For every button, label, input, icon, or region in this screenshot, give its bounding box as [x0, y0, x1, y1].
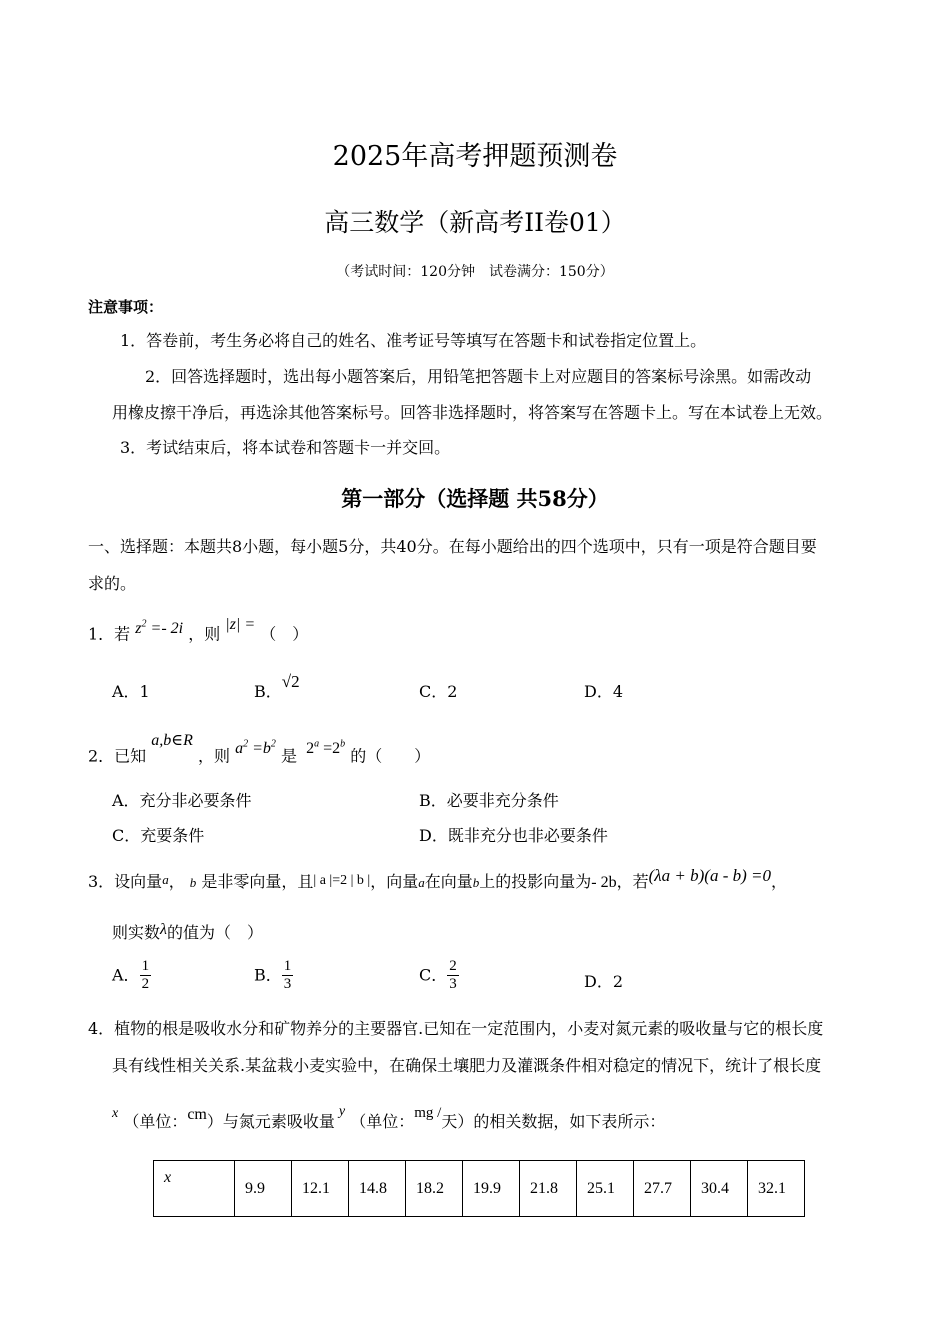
q3-projection: - 2b: [591, 874, 617, 891]
q1-option-b[interactable]: B．√2: [254, 672, 300, 701]
table-cell: 25.1: [577, 1161, 634, 1217]
table-cell: 18.2: [406, 1161, 463, 1217]
fraction-two-thirds: $\frac{2}{3}$: [449, 958, 457, 992]
q2-expr-1: $a^2 =b^2$: [235, 739, 276, 758]
fraction-one-third: $\frac{1}{3}$: [283, 958, 292, 992]
part-heading: 第一部分（选择题 共58分）: [341, 486, 609, 511]
exam-subtitle: 高三数学（新高考II卷01）: [324, 208, 626, 237]
q3-option-a[interactable]: A． $\frac{1}{2}$: [112, 958, 150, 992]
fraction-one-half: $\frac{1}{2}$: [141, 958, 150, 992]
q2-option-a[interactable]: A．充分非必要条件: [112, 791, 252, 810]
sqrt-2: √2: [281, 672, 300, 691]
section-instructions-line-1: 一、选择题：本题共8小题，每小题5分，共40分。在每小题给出的四个选项中，只有一项是符合题目要: [88, 537, 817, 556]
q1-option-c[interactable]: C．2: [419, 682, 458, 701]
q2-expr-2: $2^a =2^b$: [306, 739, 346, 758]
notice-heading: 注意事项：: [88, 298, 164, 316]
q3-option-c[interactable]: C． $\frac{2}{3}$: [419, 958, 457, 992]
table-row: [154, 1161, 805, 1217]
table-cell: 14.8: [349, 1161, 406, 1217]
q1-condition: $z^2 =- 2i$: [135, 619, 184, 638]
notice-item-1: 1．答卷前，考生务必将自己的姓名、准考证号等填写在答题卡和试卷指定位置上。: [120, 331, 707, 350]
q3-line-2: 则实数λ的值为（ ）: [112, 921, 263, 942]
q2-option-b[interactable]: B．必要非充分条件: [419, 791, 559, 810]
q3-orthogonality: (λa + b)(a - b) =0: [648, 866, 771, 885]
q3-option-d[interactable]: D．2: [584, 972, 624, 991]
table-cell: 12.1: [292, 1161, 349, 1217]
lambda-symbol: λ: [160, 921, 167, 938]
q1-modulus: |z| =: [225, 616, 256, 634]
q3-option-b[interactable]: B． $\frac{1}{3}$: [254, 958, 292, 992]
data-table: [153, 1160, 805, 1217]
question-3: 3．设向量a， b 是非零向量，且| a |=2 | b |，向量a在向量b上的投影向量为- 2b，若(λa + b)(a - b) =0，: [88, 866, 788, 891]
notice-item-2-line-2: 用橡皮擦干净后，再选涂其他答案标号。回答非选择题时，将答案写在答题卡上。写在本试卷上无效。: [112, 403, 833, 422]
notice-item-2-line-1: 2．回答选择题时，选出每小题答案后，用铅笔把答题卡上对应题目的答案标号涂黑。如需改动: [145, 367, 812, 386]
table-cell: 9.9: [235, 1161, 292, 1217]
question-1: 1．若 $z^2 =- 2i$ ，则 |z| = （ ）: [88, 616, 309, 644]
q3-number: 3．设向量: [88, 872, 163, 891]
table-cell: 32.1: [748, 1161, 805, 1217]
q1-option-a[interactable]: A．1: [112, 682, 150, 701]
table-cell: 19.9: [463, 1161, 520, 1217]
exam-title: 2025年高考押题预测卷: [332, 141, 618, 172]
q1-number: 1．若: [88, 624, 131, 644]
q2-number: 2．已知: [88, 746, 147, 766]
table-cell: 21.8: [520, 1161, 577, 1217]
section-instructions-line-2: 求的。: [88, 574, 137, 593]
q4-line-1: 4．植物的根是吸收水分和矿物养分的主要器官.已知在一定范围内，小麦对氮元素的吸收量与它的根长度: [88, 1019, 824, 1038]
q2-domain: a,b∈R: [151, 732, 193, 750]
exam-info: （考试时间：120分钟 试卷满分：150分）: [336, 264, 614, 280]
q4-line-3: x （单位：cm）与氮元素吸收量y （单位：mg /天）的相关数据，如下表所示：: [112, 1104, 666, 1131]
q1-option-d[interactable]: D．4: [584, 682, 624, 701]
question-2: 2．已知 a,b∈R ，则 $a^2 =b^2$ 是 $2^a =2^b$ 的（ ）: [88, 732, 431, 766]
q2-option-c[interactable]: C．充要条件: [112, 826, 205, 845]
notice-item-3: 3．考试结束后，将本试卷和答题卡一并交回。: [120, 438, 451, 457]
table-cell: 30.4: [691, 1161, 748, 1217]
q4-line-2: 具有线性相关关系.某盆栽小麦实验中，在确保土壤肥力及灌溉条件相对稳定的情况下，统计了根长度: [112, 1056, 822, 1075]
q3-magnitude: | a |=2 | b |: [313, 873, 371, 888]
table-row-label: x: [154, 1161, 235, 1217]
table-cell: 27.7: [634, 1161, 691, 1217]
q2-option-d[interactable]: D．既非充分也非必要条件: [419, 826, 608, 845]
